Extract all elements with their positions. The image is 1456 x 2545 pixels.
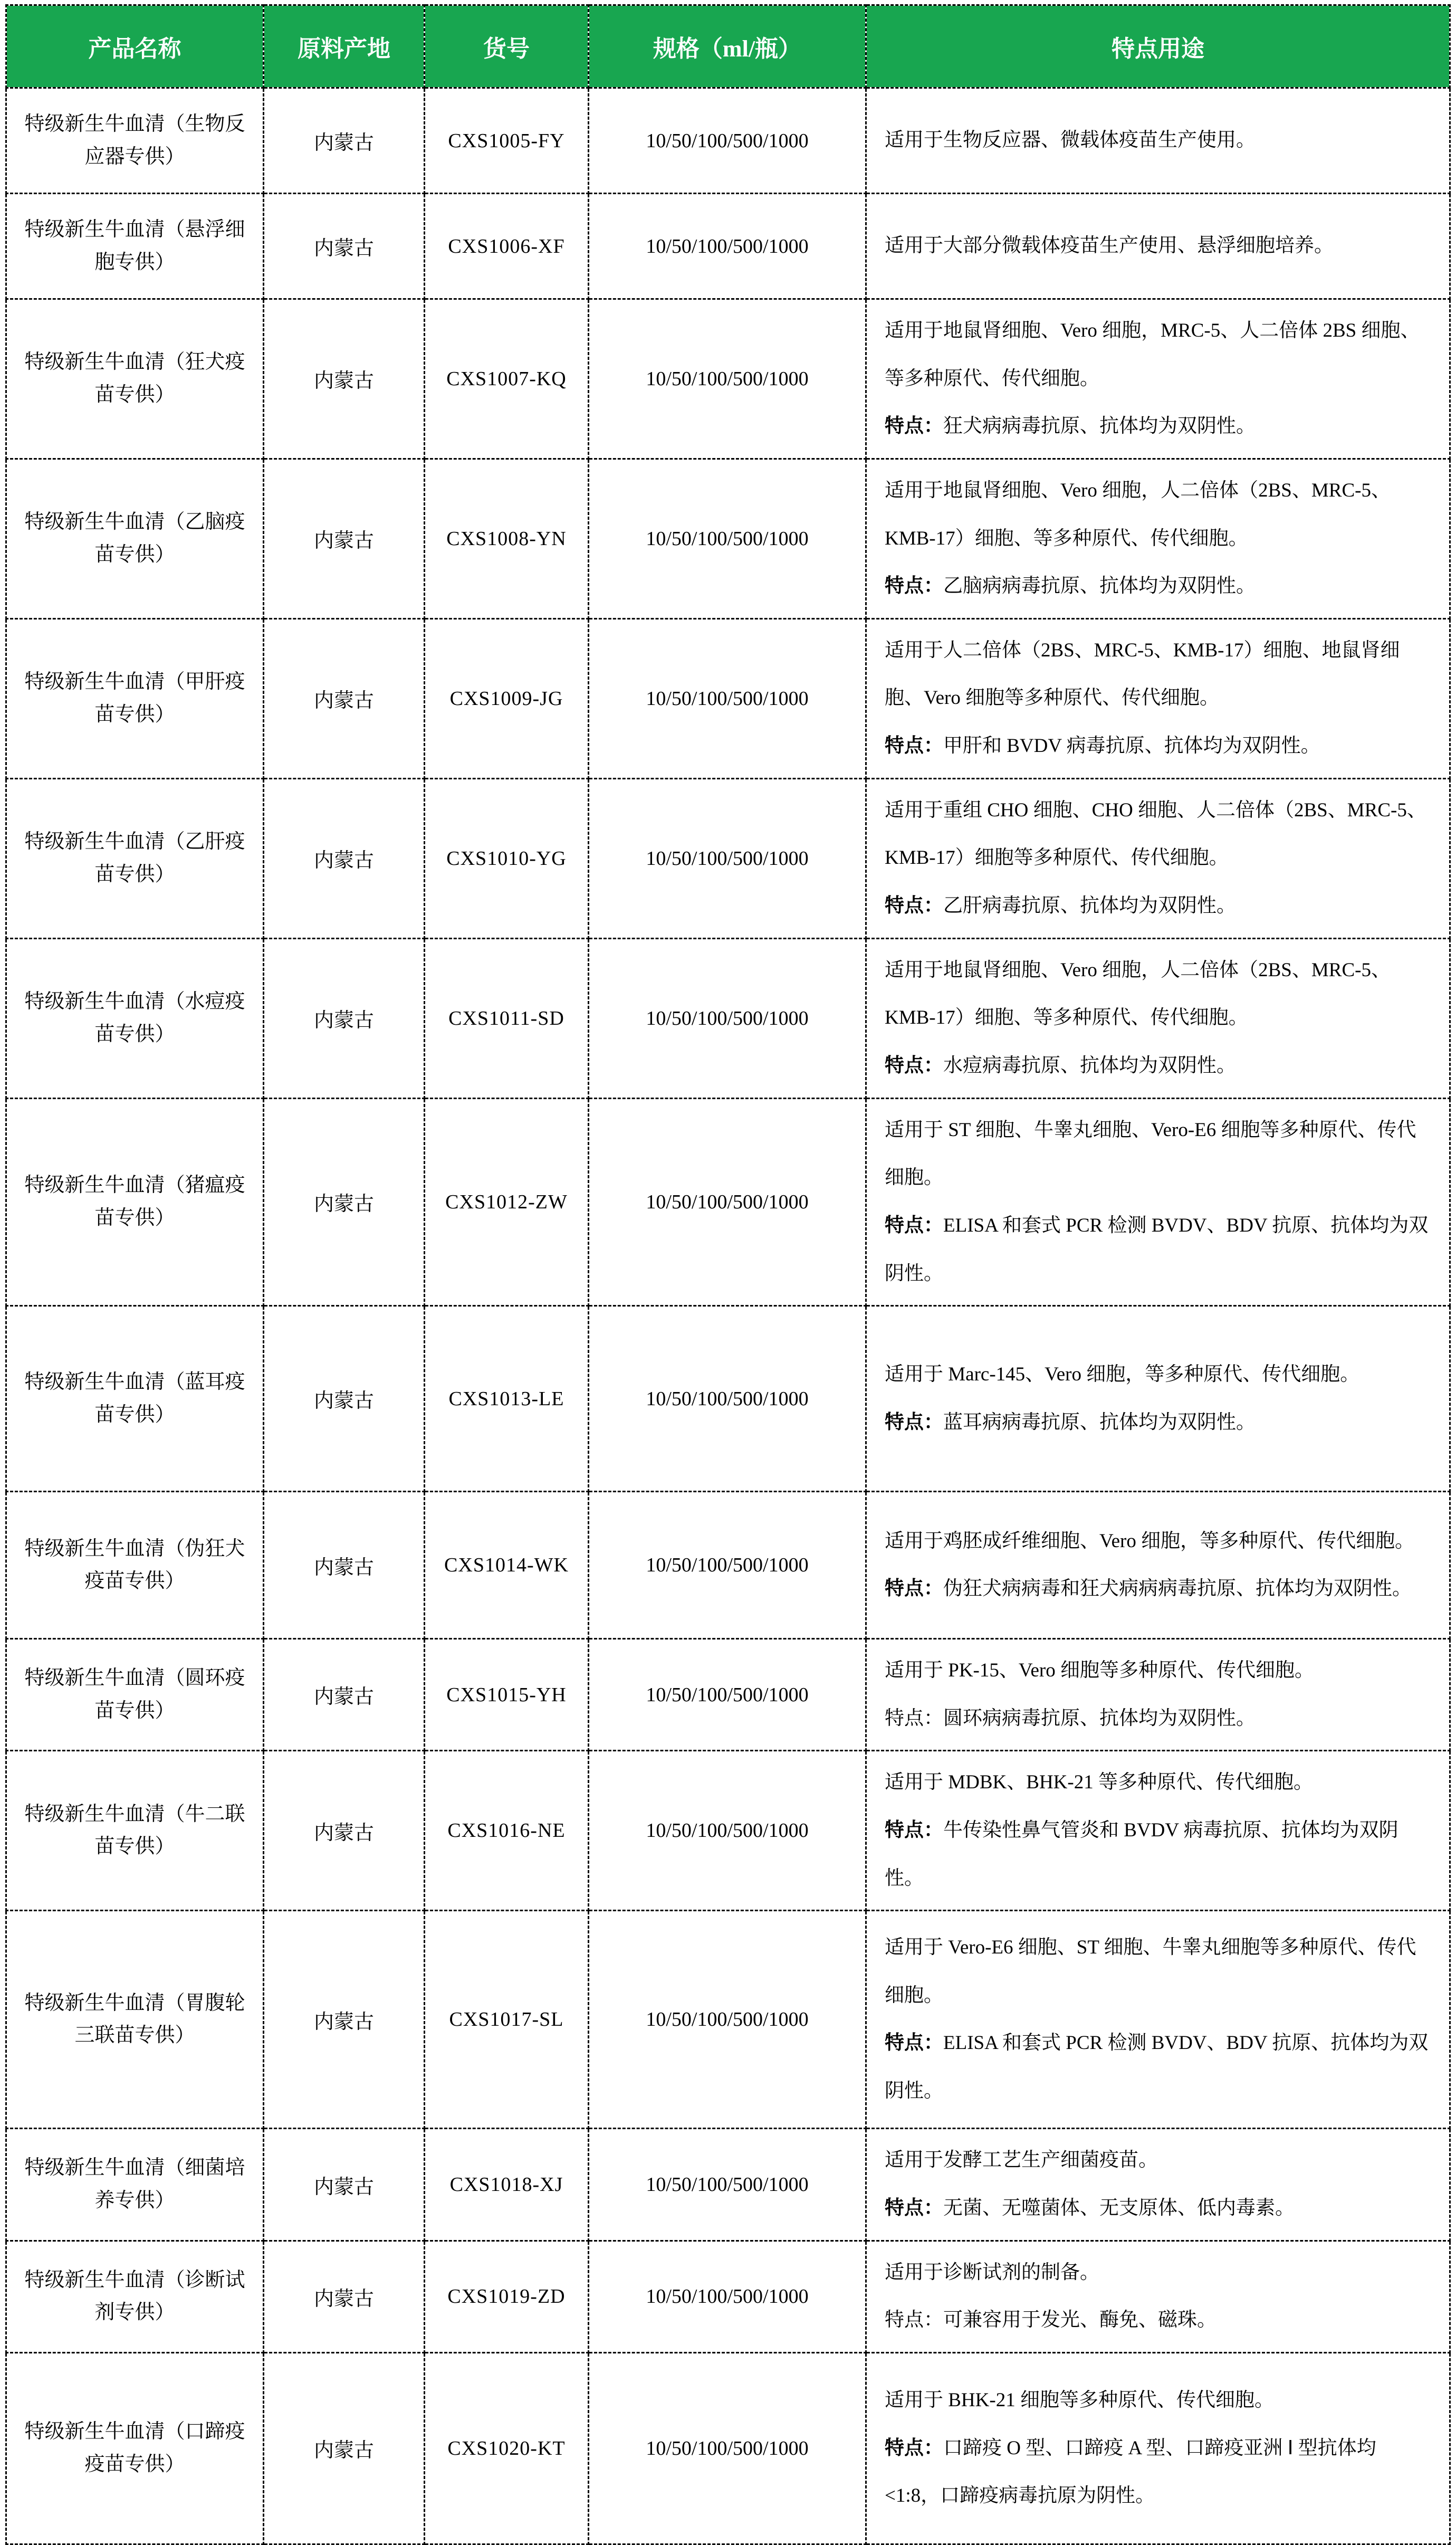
usage	[866, 778, 1450, 938]
spec: 10/50/100/500/1000	[589, 1911, 866, 2129]
feature-label: 特点：	[885, 575, 943, 597]
spec: 10/50/100/500/1000	[589, 1306, 866, 1492]
spec: 10/50/100/500/1000	[589, 299, 866, 459]
feature-text: 伪狂犬病病毒和狂犬病病病毒抗原、抗体均为双阴性。	[943, 1578, 1412, 1600]
sku: CXS1009-JG	[425, 618, 589, 778]
product-table	[5, 4, 1451, 2545]
origin: 内蒙古	[264, 2241, 425, 2352]
product-name: 特级新生牛血清（圆环疫苗专供）	[6, 1639, 264, 1751]
feature-label: 特点：	[885, 735, 943, 757]
usage	[866, 2129, 1450, 2241]
sku: CXS1007-KQ	[425, 299, 589, 459]
product-name: 特级新生牛血清（口蹄疫疫苗专供）	[6, 2352, 264, 2544]
sku: CXS1015-YH	[425, 1639, 589, 1751]
sku: CXS1014-WK	[425, 1492, 589, 1639]
spec: 10/50/100/500/1000	[589, 88, 866, 194]
sku: CXS1006-XF	[425, 194, 589, 299]
usage-text: 适用于大部分微载体疫苗生产使用、悬浮细胞培养。	[885, 235, 1334, 257]
table-row	[6, 299, 1450, 459]
feature-label: 特点：	[885, 2437, 943, 2459]
table-row	[6, 938, 1450, 1098]
product-name: 特级新生牛血清（胃腹轮三联苗专供）	[6, 1911, 264, 2129]
feature-label: 特点：	[885, 2197, 943, 2219]
usage-text: 适用于人二倍体（2BS、MRC-5、KMB-17）细胞、地鼠肾细胞、Vero 细胞等多种原代、传代细胞。	[885, 639, 1400, 709]
usage-text: 适用于生物反应器、微载体疫苗生产使用。	[885, 129, 1256, 151]
sku: CXS1016-NE	[425, 1751, 589, 1911]
feature-text: 乙肝病毒抗原、抗体均为双阴性。	[943, 895, 1236, 917]
usage	[866, 1306, 1450, 1492]
usage-text: 适用于地鼠肾细胞、Vero 细胞，人二倍体（2BS、MRC-5、KMB-17）细胞、等多种原代、传代细胞。	[885, 479, 1391, 549]
usage	[866, 459, 1450, 618]
table-row	[6, 1751, 1450, 1911]
feature-label: 特点：	[885, 1819, 943, 1842]
product-name: 特级新生牛血清（狂犬疫苗专供）	[6, 299, 264, 459]
feature-text: 乙脑病病毒抗原、抗体均为双阴性。	[943, 575, 1256, 597]
column-header-features: 特点用途	[866, 5, 1450, 88]
usage	[866, 2352, 1450, 2544]
sku: CXS1012-ZW	[425, 1098, 589, 1306]
column-header-spec: 规格（ml/瓶）	[589, 5, 866, 88]
feature-text: 无菌、无噬菌体、无支原体、低内毒素。	[943, 2197, 1295, 2219]
origin: 内蒙古	[264, 618, 425, 778]
column-header-origin: 原料产地	[264, 5, 425, 88]
product-name: 特级新生牛血清（甲肝疫苗专供）	[6, 618, 264, 778]
product-name: 特级新生牛血清（牛二联苗专供）	[6, 1751, 264, 1911]
sku: CXS1020-KT	[425, 2352, 589, 2544]
usage-text: 适用于 PK-15、Vero 细胞等多种原代、传代细胞。	[885, 1660, 1314, 1682]
feature-label: 特点：	[885, 1411, 943, 1433]
sku: CXS1018-XJ	[425, 2129, 589, 2241]
usage	[866, 194, 1450, 299]
feature-label: 特点：	[885, 415, 943, 437]
product-name: 特级新生牛血清（蓝耳疫苗专供）	[6, 1306, 264, 1492]
product-name: 特级新生牛血清（乙脑疫苗专供）	[6, 459, 264, 618]
usage-text: 适用于鸡胚成纤维细胞、Vero 细胞，等多种原代、传代细胞。	[885, 1530, 1415, 1552]
feature-text: 甲肝和 BVDV 病毒抗原、抗体均为双阴性。	[943, 735, 1320, 757]
usage-text: 适用于 MDBK、BHK-21 等多种原代、传代细胞。	[885, 1771, 1313, 1794]
usage-text: 适用于地鼠肾细胞、Vero 细胞，人二倍体（2BS、MRC-5、KMB-17）细胞、等多种原代、传代细胞。	[885, 959, 1391, 1029]
feature-label: 特点：	[885, 2309, 943, 2331]
origin: 内蒙古	[264, 88, 425, 194]
table-row	[6, 1492, 1450, 1639]
usage	[866, 618, 1450, 778]
origin: 内蒙古	[264, 1911, 425, 2129]
table-row	[6, 618, 1450, 778]
origin: 内蒙古	[264, 938, 425, 1098]
product-name: 特级新生牛血清（猪瘟疫苗专供）	[6, 1098, 264, 1306]
usage-text: 适用于发酵工艺生产细菌疫苗。	[885, 2149, 1158, 2171]
table-row	[6, 459, 1450, 618]
usage	[866, 1911, 1450, 2129]
product-name: 特级新生牛血清（诊断试剂专供）	[6, 2241, 264, 2352]
sku: CXS1017-SL	[425, 1911, 589, 2129]
usage-text: 适用于 Vero-E6 细胞、ST 细胞、牛睾丸细胞等多种原代、传代细胞。	[885, 1937, 1416, 2006]
feature-text: ELISA 和套式 PCR 检测 BVDV、BDV 抗原、抗体均为双阴性。	[885, 2032, 1429, 2102]
feature-text: 蓝耳病病毒抗原、抗体均为双阴性。	[943, 1411, 1256, 1433]
sku: CXS1008-YN	[425, 459, 589, 618]
sku: CXS1013-LE	[425, 1306, 589, 1492]
origin: 内蒙古	[264, 194, 425, 299]
table-body	[6, 88, 1450, 2544]
origin: 内蒙古	[264, 2352, 425, 2544]
sku: CXS1005-FY	[425, 88, 589, 194]
origin: 内蒙古	[264, 1098, 425, 1306]
sku: CXS1011-SD	[425, 938, 589, 1098]
usage	[866, 2241, 1450, 2352]
feature-text: 狂犬病病毒抗原、抗体均为双阴性。	[943, 415, 1256, 437]
feature-label: 特点：	[885, 1054, 943, 1076]
usage	[866, 1751, 1450, 1911]
origin: 内蒙古	[264, 1639, 425, 1751]
feature-label: 特点：	[885, 1578, 943, 1600]
feature-text: ELISA 和套式 PCR 检测 BVDV、BDV 抗原、抗体均为双阴性。	[885, 1214, 1429, 1284]
usage-text: 适用于诊断试剂的制备。	[885, 2261, 1099, 2283]
spec: 10/50/100/500/1000	[589, 618, 866, 778]
table-row	[6, 778, 1450, 938]
table-row	[6, 2129, 1450, 2241]
feature-text: 口蹄疫 O 型、口蹄疫 A 型、口蹄疫亚洲 Ⅰ 型抗体均<1:8，口蹄疫病毒抗原为阴性。	[885, 2437, 1376, 2507]
origin: 内蒙古	[264, 778, 425, 938]
usage-text: 适用于地鼠肾细胞、Vero 细胞，MRC-5、人二倍体 2BS 细胞、等多种原代、传代细胞。	[885, 320, 1420, 389]
spec: 10/50/100/500/1000	[589, 1639, 866, 1751]
product-name: 特级新生牛血清（细菌培养专供）	[6, 2129, 264, 2241]
table-row	[6, 194, 1450, 299]
table-row	[6, 1098, 1450, 1306]
usage-text: 适用于 Marc-145、Vero 细胞，等多种原代、传代细胞。	[885, 1364, 1360, 1386]
table-header	[6, 5, 1450, 88]
feature-label: 特点：	[885, 1707, 943, 1729]
usage	[866, 938, 1450, 1098]
origin: 内蒙古	[264, 1751, 425, 1911]
product-name: 特级新生牛血清（悬浮细胞专供）	[6, 194, 264, 299]
spec: 10/50/100/500/1000	[589, 194, 866, 299]
usage	[866, 299, 1450, 459]
feature-text: 水痘病毒抗原、抗体均为双阴性。	[943, 1054, 1236, 1076]
feature-text: 可兼容用于发光、酶免、磁珠。	[943, 2309, 1216, 2331]
header-row	[6, 5, 1450, 88]
usage	[866, 1639, 1450, 1751]
origin: 内蒙古	[264, 1492, 425, 1639]
product-name: 特级新生牛血清（生物反应器专供）	[6, 88, 264, 194]
usage-text: 适用于重组 CHO 细胞、CHO 细胞、人二倍体（2BS、MRC-5、KMB-17）细胞等多种原代、传代细胞。	[885, 799, 1426, 869]
origin: 内蒙古	[264, 459, 425, 618]
table-row	[6, 1306, 1450, 1492]
table-row	[6, 2241, 1450, 2352]
feature-text: 牛传染性鼻气管炎和 BVDV 病毒抗原、抗体均为双阴性。	[885, 1819, 1398, 1889]
origin: 内蒙古	[264, 1306, 425, 1492]
table-row	[6, 2352, 1450, 2544]
spec: 10/50/100/500/1000	[589, 2129, 866, 2241]
origin: 内蒙古	[264, 299, 425, 459]
spec: 10/50/100/500/1000	[589, 2241, 866, 2352]
column-header-sku: 货号	[425, 5, 589, 88]
spec: 10/50/100/500/1000	[589, 938, 866, 1098]
spec: 10/50/100/500/1000	[589, 1751, 866, 1911]
feature-label: 特点：	[885, 2032, 943, 2054]
usage	[866, 1098, 1450, 1306]
spec: 10/50/100/500/1000	[589, 2352, 866, 2544]
product-name: 特级新生牛血清（水痘疫苗专供）	[6, 938, 264, 1098]
sku: CXS1019-ZD	[425, 2241, 589, 2352]
sku: CXS1010-YG	[425, 778, 589, 938]
column-header-product-name: 产品名称	[6, 5, 264, 88]
usage	[866, 1492, 1450, 1639]
spec: 10/50/100/500/1000	[589, 1098, 866, 1306]
usage-text: 适用于 ST 细胞、牛睾丸细胞、Vero-E6 细胞等多种原代、传代细胞。	[885, 1119, 1416, 1189]
table-row	[6, 1639, 1450, 1751]
origin: 内蒙古	[264, 2129, 425, 2241]
feature-label: 特点：	[885, 895, 943, 917]
feature-text: 圆环病病毒抗原、抗体均为双阴性。	[943, 1707, 1256, 1729]
spec: 10/50/100/500/1000	[589, 1492, 866, 1639]
feature-label: 特点：	[885, 1214, 943, 1236]
usage-text: 适用于 BHK-21 细胞等多种原代、传代细胞。	[885, 2389, 1274, 2411]
product-name: 特级新生牛血清（伪狂犬疫苗专供）	[6, 1492, 264, 1639]
product-name: 特级新生牛血清（乙肝疫苗专供）	[6, 778, 264, 938]
spec: 10/50/100/500/1000	[589, 778, 866, 938]
usage	[866, 88, 1450, 194]
spec: 10/50/100/500/1000	[589, 459, 866, 618]
table-row	[6, 88, 1450, 194]
table-row	[6, 1911, 1450, 2129]
